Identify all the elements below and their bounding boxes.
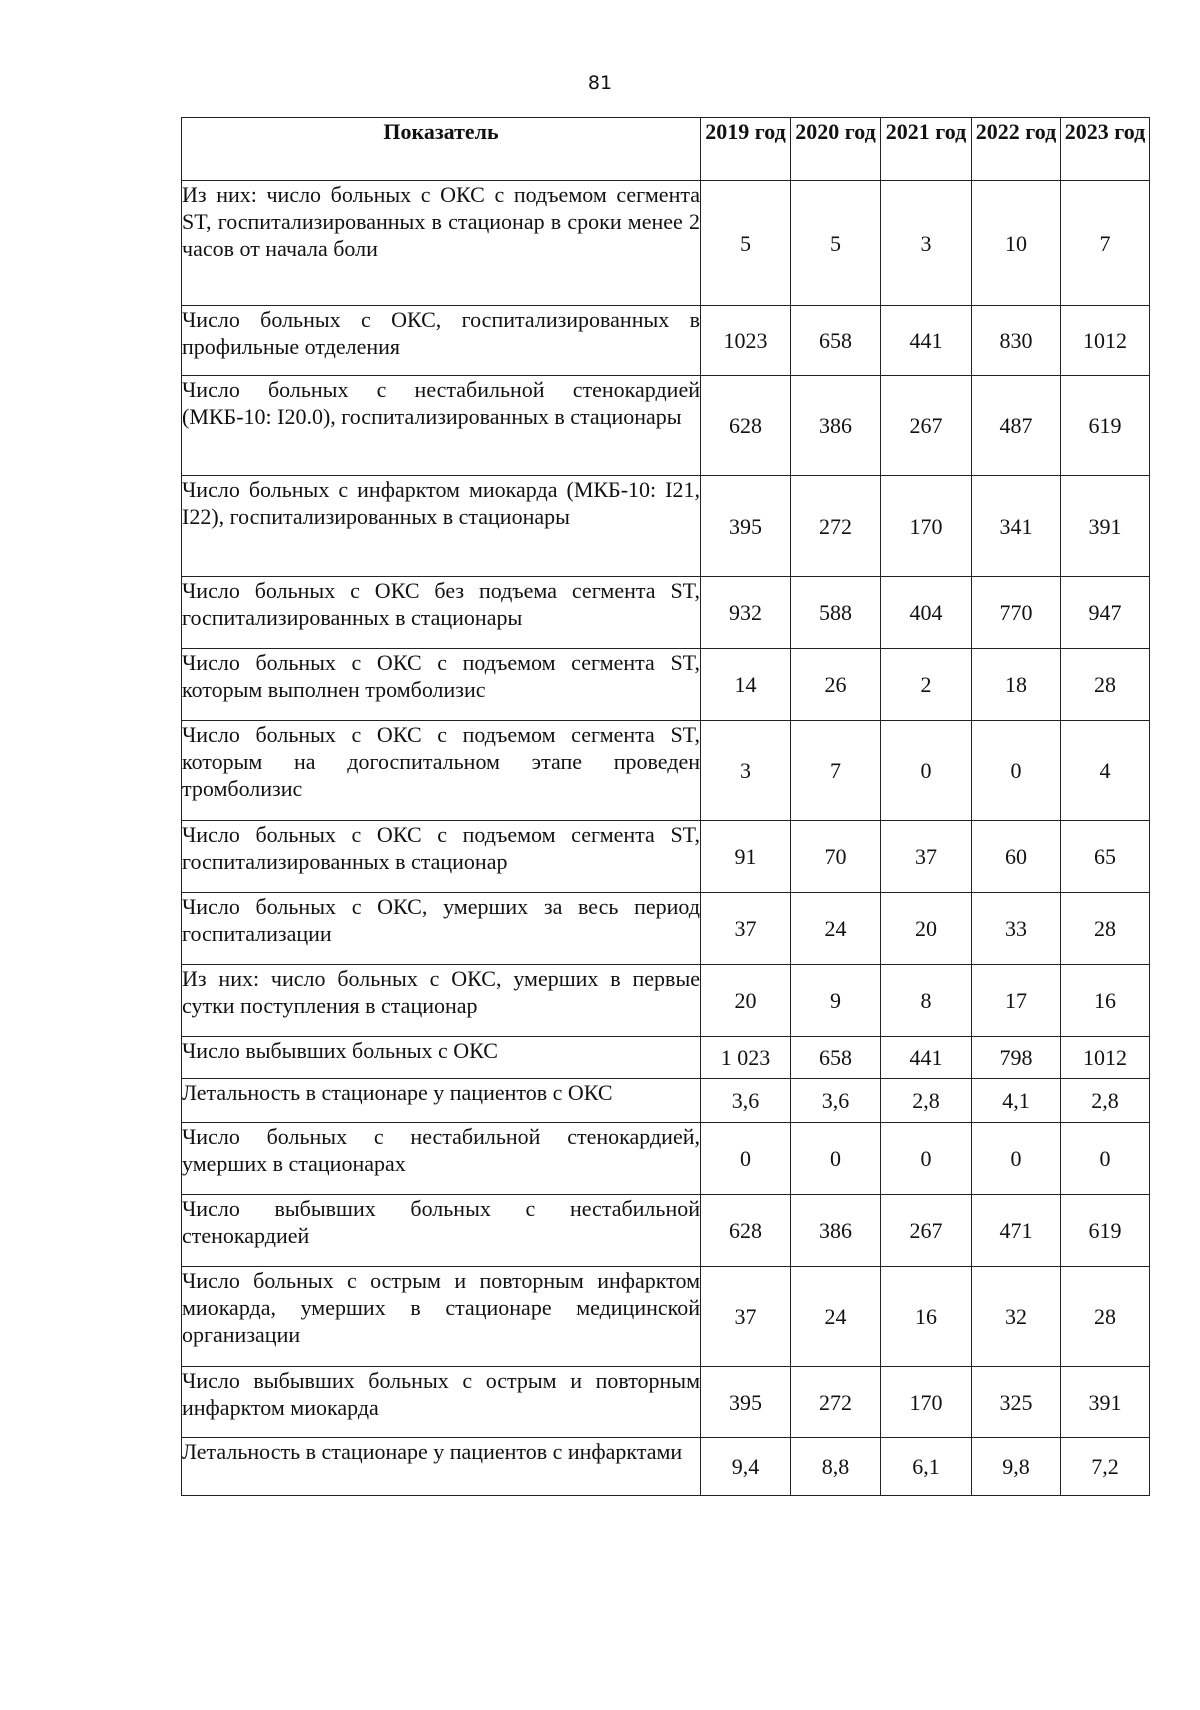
cell-value-2023: 4 — [1061, 721, 1150, 821]
cell-value-2019: 37 — [701, 893, 791, 965]
cell-value-2021: 404 — [881, 577, 972, 649]
cell-value-2022: 60 — [972, 821, 1061, 893]
table-row — [182, 649, 1150, 721]
cell-value-2020: 272 — [791, 1367, 881, 1438]
row-label: Число больных с ОКС без подъема сегмента ST, госпитализированных в стационары — [182, 577, 701, 649]
cell-value-2022: 770 — [972, 577, 1061, 649]
cell-value-2019: 5 — [701, 181, 791, 306]
cell-value-2019: 628 — [701, 376, 791, 476]
cell-value-2020: 70 — [791, 821, 881, 893]
row-label: Число больных с ОКС, госпитализированных в профильные отделения — [182, 306, 701, 376]
cell-value-2023: 391 — [1061, 1367, 1150, 1438]
cell-value-2023: 2,8 — [1061, 1079, 1150, 1123]
table-row — [182, 1367, 1150, 1438]
cell-value-2021: 20 — [881, 893, 972, 965]
row-label: Число больных с ОКС с подъемом сегмента ST, которым выполнен тромболизис — [182, 649, 701, 721]
cell-value-2019: 20 — [701, 965, 791, 1037]
cell-value-2023: 1012 — [1061, 1037, 1150, 1079]
cell-value-2019: 395 — [701, 476, 791, 577]
row-label: Число выбывших больных с острым и повторным инфарктом миокарда — [182, 1367, 701, 1438]
cell-value-2023: 28 — [1061, 893, 1150, 965]
cell-value-2023: 947 — [1061, 577, 1150, 649]
table-row — [182, 821, 1150, 893]
cell-value-2020: 658 — [791, 1037, 881, 1079]
cell-value-2021: 267 — [881, 376, 972, 476]
table-row — [182, 306, 1150, 376]
cell-value-2022: 33 — [972, 893, 1061, 965]
cell-value-2022: 0 — [972, 721, 1061, 821]
cell-value-2020: 5 — [791, 181, 881, 306]
cell-value-2021: 8 — [881, 965, 972, 1037]
header-year-2021: 2021 год — [881, 118, 972, 181]
cell-value-2020: 272 — [791, 476, 881, 577]
cell-value-2022: 17 — [972, 965, 1061, 1037]
cell-value-2021: 170 — [881, 1367, 972, 1438]
row-label: Из них: число больных с ОКС с подъемом сегмента ST, госпитализированных в стационар в сроки менее 2 часов от начала боли — [182, 181, 701, 306]
cell-value-2022: 4,1 — [972, 1079, 1061, 1123]
cell-value-2023: 0 — [1061, 1123, 1150, 1195]
table-row — [182, 1037, 1150, 1079]
row-label: Число больных с инфарктом миокарда (МКБ-10: I21, I22), госпитализированных в стационары — [182, 476, 701, 577]
cell-value-2021: 170 — [881, 476, 972, 577]
cell-value-2020: 8,8 — [791, 1438, 881, 1496]
table-row — [182, 1079, 1150, 1123]
cell-value-2019: 1023 — [701, 306, 791, 376]
cell-value-2022: 10 — [972, 181, 1061, 306]
cell-value-2023: 7,2 — [1061, 1438, 1150, 1496]
cell-value-2021: 441 — [881, 1037, 972, 1079]
cell-value-2022: 487 — [972, 376, 1061, 476]
cell-value-2019: 14 — [701, 649, 791, 721]
cell-value-2023: 619 — [1061, 376, 1150, 476]
cell-value-2022: 341 — [972, 476, 1061, 577]
cell-value-2023: 28 — [1061, 1267, 1150, 1367]
row-label: Число больных с острым и повторным инфарктом миокарда, умерших в стационаре медицинской организации — [182, 1267, 701, 1367]
cell-value-2021: 2,8 — [881, 1079, 972, 1123]
cell-value-2022: 830 — [972, 306, 1061, 376]
cell-value-2019: 91 — [701, 821, 791, 893]
cell-value-2019: 932 — [701, 577, 791, 649]
cell-value-2023: 7 — [1061, 181, 1150, 306]
cell-value-2020: 26 — [791, 649, 881, 721]
table-row — [182, 1123, 1150, 1195]
cell-value-2020: 386 — [791, 376, 881, 476]
row-label: Из них: число больных с ОКС, умерших в первые сутки поступления в стационар — [182, 965, 701, 1037]
cell-value-2020: 658 — [791, 306, 881, 376]
cell-value-2021: 3 — [881, 181, 972, 306]
header-year-2020: 2020 год — [791, 118, 881, 181]
cell-value-2023: 1012 — [1061, 306, 1150, 376]
cell-value-2022: 18 — [972, 649, 1061, 721]
header-indicator: Показатель — [182, 118, 701, 181]
cell-value-2020: 24 — [791, 893, 881, 965]
row-label: Число больных с ОКС с подъемом сегмента ST, которым на догоспитальном этапе проведен тромболизис — [182, 721, 701, 821]
row-label: Летальность в стационаре у пациентов с инфарктами — [182, 1438, 701, 1496]
cell-value-2021: 16 — [881, 1267, 972, 1367]
cell-value-2019: 3 — [701, 721, 791, 821]
cell-value-2021: 37 — [881, 821, 972, 893]
row-label: Летальность в стационаре у пациентов с ОКС — [182, 1079, 701, 1123]
header-year-2022: 2022 год — [972, 118, 1061, 181]
table-row — [182, 893, 1150, 965]
row-label: Число больных с нестабильной стенокардией (МКБ-10: I20.0), госпитализированных в стационары — [182, 376, 701, 476]
cell-value-2020: 3,6 — [791, 1079, 881, 1123]
cell-value-2022: 32 — [972, 1267, 1061, 1367]
table-row — [182, 476, 1150, 577]
cell-value-2021: 6,1 — [881, 1438, 972, 1496]
cell-value-2019: 628 — [701, 1195, 791, 1267]
cell-value-2023: 16 — [1061, 965, 1150, 1037]
table-row — [182, 1438, 1150, 1496]
table-row — [182, 376, 1150, 476]
table-row — [182, 181, 1150, 306]
cell-value-2022: 325 — [972, 1367, 1061, 1438]
cell-value-2023: 28 — [1061, 649, 1150, 721]
table-row — [182, 721, 1150, 821]
cell-value-2019: 0 — [701, 1123, 791, 1195]
cell-value-2022: 0 — [972, 1123, 1061, 1195]
cell-value-2019: 3,6 — [701, 1079, 791, 1123]
row-label: Число больных с ОКС с подъемом сегмента ST, госпитализированных в стационар — [182, 821, 701, 893]
cell-value-2020: 0 — [791, 1123, 881, 1195]
cell-value-2021: 267 — [881, 1195, 972, 1267]
cell-value-2021: 0 — [881, 1123, 972, 1195]
cell-value-2022: 798 — [972, 1037, 1061, 1079]
row-label: Число выбывших больных с нестабильной стенокардией — [182, 1195, 701, 1267]
header-year-2019: 2019 год — [701, 118, 791, 181]
cell-value-2022: 9,8 — [972, 1438, 1061, 1496]
indicators-table — [181, 117, 1150, 1496]
cell-value-2023: 391 — [1061, 476, 1150, 577]
row-label: Число больных с нестабильной стенокардией, умерших в стационарах — [182, 1123, 701, 1195]
cell-value-2021: 2 — [881, 649, 972, 721]
table-row — [182, 965, 1150, 1037]
header-year-2023: 2023 год — [1061, 118, 1150, 181]
cell-value-2021: 0 — [881, 721, 972, 821]
cell-value-2023: 619 — [1061, 1195, 1150, 1267]
cell-value-2019: 9,4 — [701, 1438, 791, 1496]
header-row — [182, 118, 1150, 181]
cell-value-2019: 37 — [701, 1267, 791, 1367]
cell-value-2020: 24 — [791, 1267, 881, 1367]
cell-value-2020: 9 — [791, 965, 881, 1037]
cell-value-2020: 386 — [791, 1195, 881, 1267]
row-label: Число выбывших больных с ОКС — [182, 1037, 701, 1079]
cell-value-2020: 588 — [791, 577, 881, 649]
cell-value-2022: 471 — [972, 1195, 1061, 1267]
cell-value-2019: 1 023 — [701, 1037, 791, 1079]
cell-value-2020: 7 — [791, 721, 881, 821]
table-row — [182, 577, 1150, 649]
cell-value-2023: 65 — [1061, 821, 1150, 893]
row-label: Число больных с ОКС, умерших за весь период госпитализации — [182, 893, 701, 965]
table-row — [182, 1267, 1150, 1367]
cell-value-2019: 395 — [701, 1367, 791, 1438]
table-row — [182, 1195, 1150, 1267]
cell-value-2021: 441 — [881, 306, 972, 376]
page-number: 81 — [587, 72, 613, 94]
